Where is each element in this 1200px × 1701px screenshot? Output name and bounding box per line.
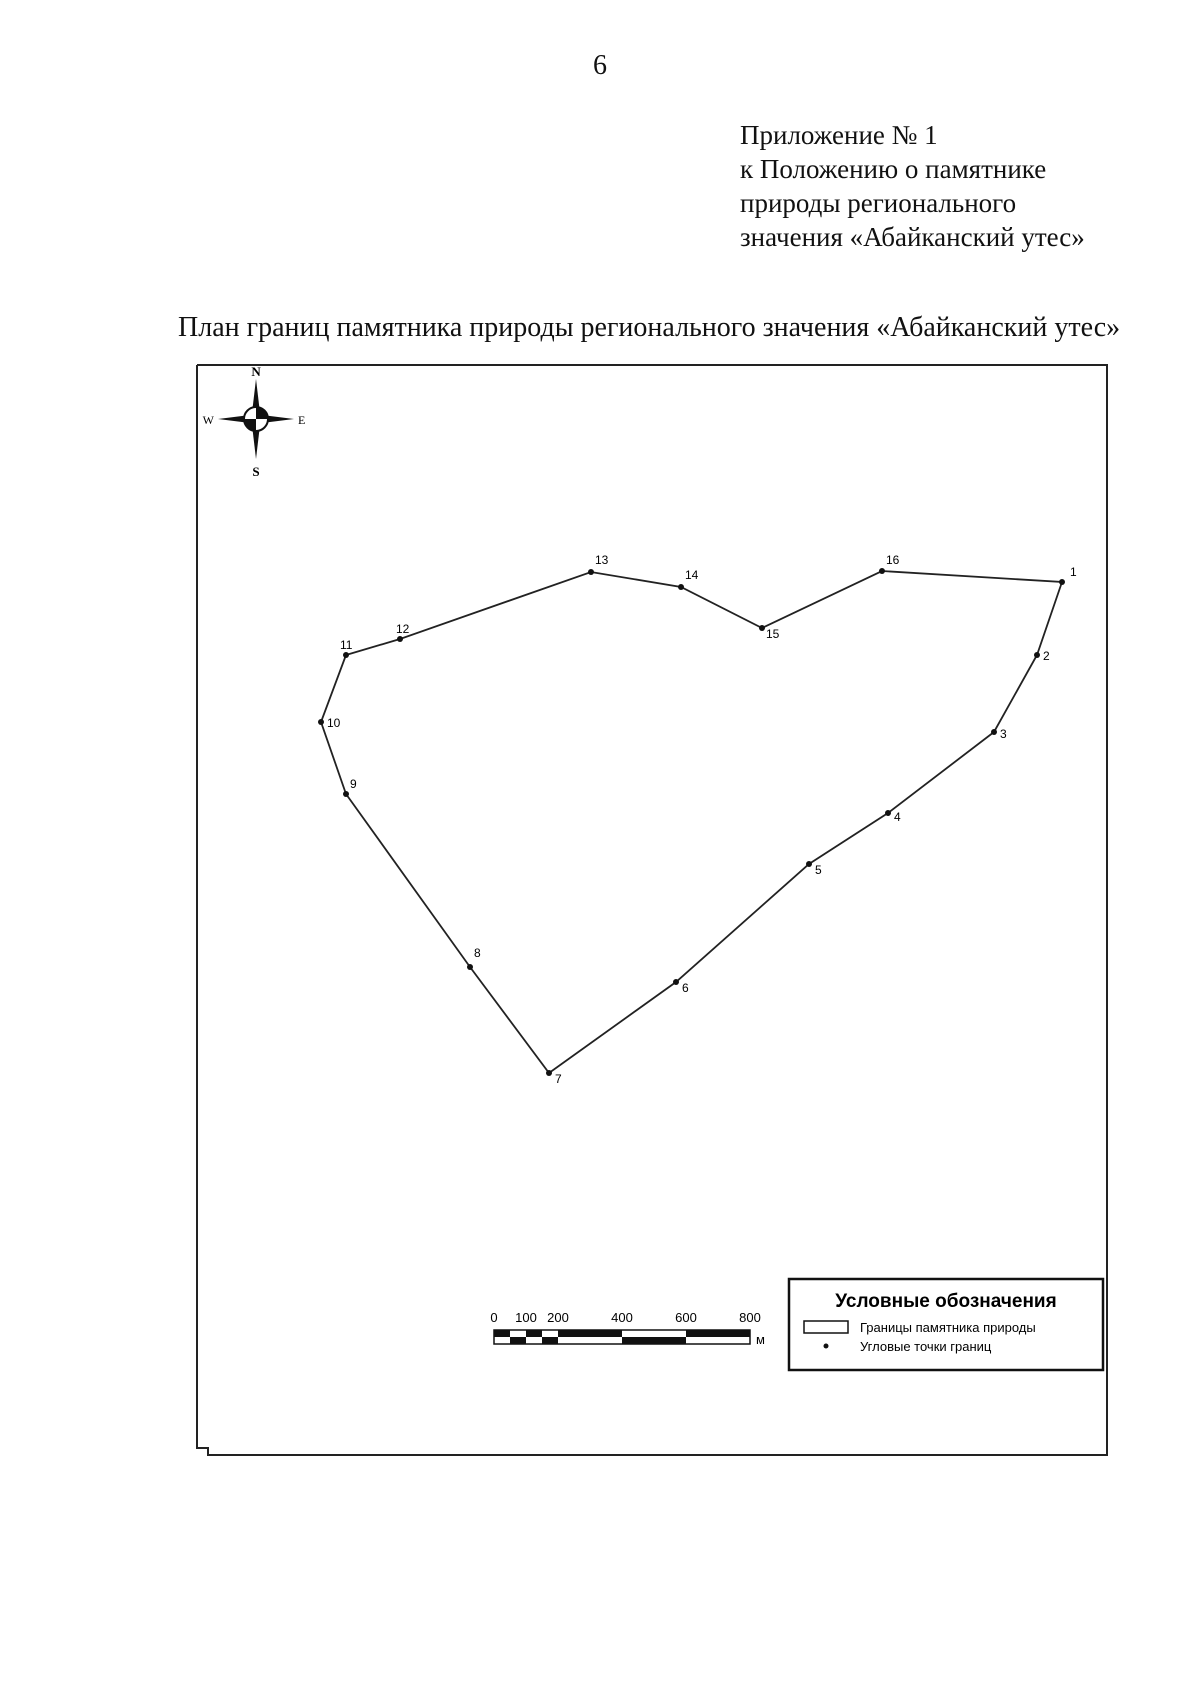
compass-w-label: W	[202, 413, 214, 427]
boundary-point-label-5: 5	[815, 863, 822, 877]
boundary-point-label-13: 13	[595, 553, 609, 567]
legend	[789, 1279, 1103, 1370]
scale-tick-200: 200	[547, 1310, 569, 1325]
compass-e-label: E	[298, 413, 306, 427]
appendix-header	[740, 118, 1085, 254]
scale-tick-400: 400	[611, 1310, 633, 1325]
scale-unit: м	[756, 1332, 765, 1347]
boundary-point-label-14: 14	[685, 568, 699, 582]
boundary-point-9	[343, 791, 349, 797]
boundary-point-2	[1034, 652, 1040, 658]
boundary-point-label-12: 12	[396, 622, 410, 636]
boundary-point-5	[806, 861, 812, 867]
legend-boundary-label: Границы памятника природы	[860, 1320, 1036, 1335]
appendix-line-2: к Положению о памятнике	[740, 154, 1047, 184]
plan-title: План границ памятника природы регионального значения «Абайканский утес»	[178, 312, 1121, 343]
boundary-point-13	[588, 569, 594, 575]
boundary-point-15	[759, 625, 765, 631]
boundary-point-label-10: 10	[327, 716, 341, 730]
legend-points-label: Угловые точки границ	[860, 1339, 992, 1354]
compass-rose-icon	[203, 364, 306, 479]
scale-tick-100: 100	[515, 1310, 537, 1325]
boundary-point-label-2: 2	[1043, 649, 1050, 663]
boundary-point-1	[1059, 579, 1065, 585]
page-number: 6	[593, 50, 607, 81]
boundary-polygon	[321, 571, 1062, 1073]
map-frame[interactable]	[196, 364, 1108, 1456]
boundary-point-3	[991, 729, 997, 735]
scale-tick-0: 0	[490, 1310, 498, 1325]
compass-n-label: N	[251, 364, 261, 379]
boundary-point-label-15: 15	[766, 627, 780, 641]
scale-tick-600: 600	[675, 1310, 697, 1325]
compass-s-label: S	[252, 464, 260, 479]
boundary-point-12	[397, 636, 403, 642]
boundary-point-label-9: 9	[350, 777, 357, 791]
boundary-point-11	[343, 652, 349, 658]
scale-bar-segments	[494, 1330, 750, 1344]
boundary-point-8	[467, 964, 473, 970]
boundary-points-layer	[318, 553, 1077, 1086]
appendix-line-1: Приложение № 1	[740, 120, 938, 150]
boundary-point-label-1: 1	[1070, 565, 1077, 579]
legend-title: Условные обозначения	[835, 1291, 1057, 1312]
boundary-point-16	[879, 568, 885, 574]
appendix-line-3: природы регионального	[740, 188, 1017, 218]
legend-boundary-swatch	[804, 1321, 848, 1333]
scale-tick-800: 800	[739, 1310, 761, 1325]
boundary-point-label-16: 16	[886, 553, 900, 567]
legend-point-marker	[824, 1344, 829, 1349]
boundary-point-10	[318, 719, 324, 725]
map-canvas[interactable]	[196, 364, 1108, 1456]
boundary-point-label-4: 4	[894, 810, 901, 824]
scale-bar	[490, 1310, 765, 1347]
boundary-point-label-11: 11	[340, 638, 353, 652]
boundary-point-label-6: 6	[682, 981, 689, 995]
boundary-point-4	[885, 810, 891, 816]
boundary-point-14	[678, 584, 684, 590]
boundary-point-7	[546, 1070, 552, 1076]
appendix-line-4: значения «Абайканский утес»	[740, 222, 1085, 252]
boundary-point-6	[673, 979, 679, 985]
boundary-point-label-7: 7	[555, 1072, 562, 1086]
boundary-point-label-3: 3	[1000, 727, 1007, 741]
boundary-point-label-8: 8	[474, 946, 481, 960]
